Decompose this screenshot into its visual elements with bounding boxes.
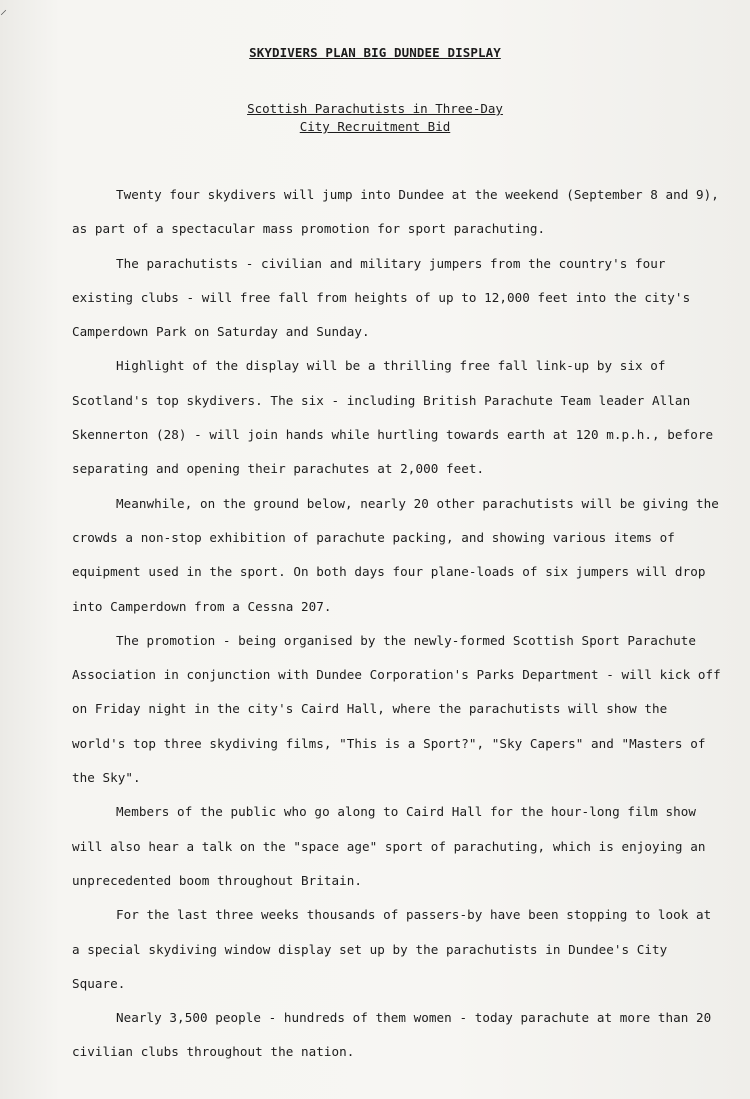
paragraph-2: The parachutists - civilian and military jumpers from the country's four existing clubs - will free fall from heights of up to 12,000 feet into the city's Camperdown Park on Saturday and Sunday. bbox=[72, 255, 691, 340]
document-subtitle bbox=[0, 100, 750, 136]
article-body bbox=[72, 178, 722, 1070]
paragraph-8: Nearly 3,500 people - hundreds of them women - today parachute at more than 20 civilian clubs throughout the nation. bbox=[72, 1010, 712, 1060]
subtitle-line-2: City Recruitment Bid bbox=[299, 119, 451, 134]
paragraph-7: For the last three weeks thousands of passers-by have been stopping to look at a special skydiving window display set up by the parachutists in Dundee's City Square. bbox=[72, 907, 712, 991]
document-title bbox=[0, 45, 750, 60]
staple-mark-icon: ⸝ bbox=[0, 2, 7, 18]
paragraph-5: The promotion - being organised by the newly-formed Scottish Sport Parachute Association in conjunction with Dundee Corporation's Parks Department - will kick off on Friday night in the city's Caird Hall, where the parachutists will show the world's top three skydiving films, "This is a Sport?", "Sky Capers" and "Masters of the Sky". bbox=[72, 632, 721, 786]
paragraph-3: Highlight of the display will be a thrilling free fall link-up by six of Scotland's top skydivers. The six - including British Parachute Team leader Allan Skennerton (28) - will join hands while hurtling towards earth at 120 m.p.h., before separating and opening their parachutes at 2,000 feet. bbox=[72, 358, 714, 477]
subtitle-line-1: Scottish Parachutists in Three-Day bbox=[247, 101, 503, 116]
title-text: SKYDIVERS PLAN BIG DUNDEE DISPLAY bbox=[249, 45, 501, 60]
paragraph-1: Twenty four skydivers will jump into Dundee at the weekend (September 8 and 9), as part of a spectacular mass promotion for sport parachuting. bbox=[72, 187, 719, 237]
paragraph-6: Members of the public who go along to Caird Hall for the hour-long film show will also hear a talk on the "space age" sport of parachuting, which is enjoying an unprecedented boom throughout Britain. bbox=[72, 804, 706, 888]
paragraph-4: Meanwhile, on the ground below, nearly 20 other parachutists will be giving the crowds a non-stop exhibition of parachute packing, and showing various items of equipment used in the sport. On both days four plane-loads of six jumpers will drop into Camperdown from a Cessna 207. bbox=[72, 495, 719, 614]
